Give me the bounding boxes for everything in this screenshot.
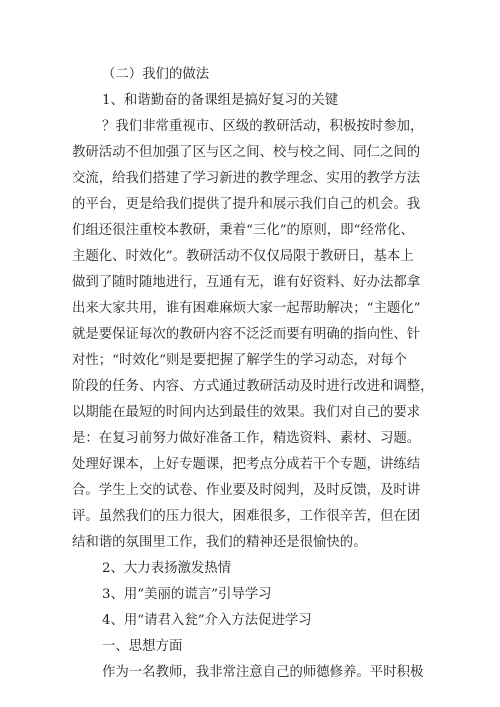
- section-1-title: 1、和谐勤奋的备课组是搞好复习的关键: [102, 93, 339, 108]
- paragraph-line: 是：在复习前努力做好准备工作，精选资料、素材、习题。: [72, 431, 421, 446]
- paragraph-line: 做到了随时随地进行，互通有无，谁有好资料、好办法都拿: [72, 275, 421, 290]
- paragraph-line: 评。虽然我们的压力很大，困难很多，工作很辛苦，但在团: [72, 509, 421, 524]
- section-3-title: 3、用“美丽的谎言”引导学习: [102, 587, 272, 602]
- paragraph-2-line: 作为一名教师，我非常注意自己的师德修养。平时积极: [102, 665, 424, 680]
- paragraph-line: 的平台，更是给我们提供了提升和展示我们自己的机会。我: [72, 197, 421, 212]
- paragraph-line: 合。学生上交的试卷、作业要及时阅判，及时反馈，及时讲: [72, 483, 421, 498]
- paragraph-line: 们组还很注重校本教研，秉着“三化”的原则，即“经常化、: [72, 223, 414, 238]
- paragraph-line: 对性；“时效化”则是要把握了解学生的学习动态，对每个: [72, 353, 408, 368]
- section-2-title: 2、大力表扬激发热情: [102, 561, 232, 576]
- paragraph-line: 结和谐的氛围里工作，我们的精神还是很愉快的。: [72, 535, 367, 550]
- paragraph-line: 交流，给我们搭建了学习新进的教学理念、实用的教学方法: [72, 171, 421, 186]
- paragraph-line: 阶段的任务、内容、方式通过教研活动及时进行改进和调整，: [72, 379, 434, 394]
- subheading: 一、思想方面: [102, 639, 183, 654]
- paragraph-line: 主题化、时效化”。教研活动不仅仅局限于教研日，基本上: [72, 249, 414, 264]
- section-4-title: 4、用“请君入瓮”介入方法促进学习: [102, 613, 312, 628]
- paragraph-line: 出来大家共用，谁有困难麻烦大家一起帮助解决；“主题化”: [72, 301, 421, 316]
- paragraph-line: 处理好课本，上好专题课，把考点分成若干个专题，讲练结: [72, 457, 421, 472]
- paragraph-line: ？我们非常重视市、区级的教研活动，积极按时参加，: [102, 119, 424, 134]
- section-heading: （二）我们的做法: [102, 67, 210, 82]
- paragraph-line: 教研活动不但加强了区与区之间、校与校之间、同仁之间的: [72, 145, 421, 160]
- paragraph-line: 就是要保证每次的教研内容不泛泛而要有明确的指向性、针: [72, 327, 421, 342]
- paragraph-line: 以期能在最短的时间内达到最佳的效果。我们对自己的要求: [72, 405, 421, 420]
